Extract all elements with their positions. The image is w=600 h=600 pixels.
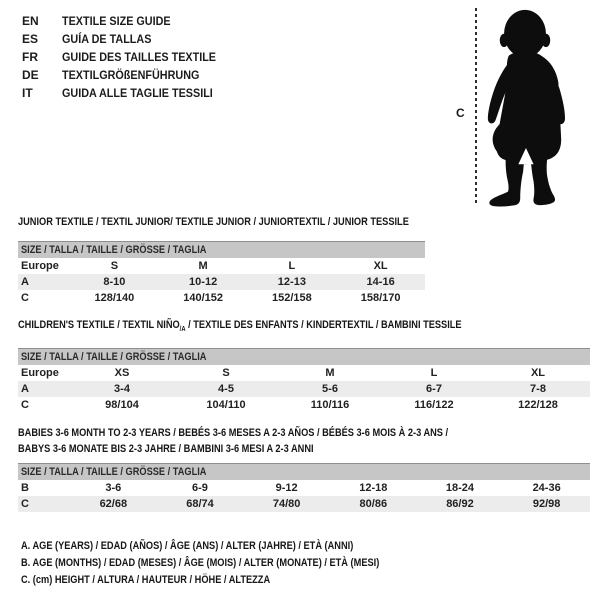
language-row bbox=[22, 30, 233, 48]
value-cell: 14-16 bbox=[336, 274, 425, 290]
table-row-region bbox=[18, 365, 590, 381]
language-title: GUIDE DES TAILLES TEXTILE bbox=[62, 50, 217, 64]
row-label: C bbox=[21, 292, 29, 304]
value-cell: 6-7 bbox=[382, 381, 486, 397]
note-age-months: B. AGE (MONTHS) / EDAD (MESES) / ÂGE (MOIS) / ALTER (MONATE) / ETÀ (MESI) bbox=[21, 557, 380, 569]
language-title: GUIDA ALLE TAGLIE TESSILI bbox=[62, 86, 213, 100]
value-cell: 152/158 bbox=[271, 292, 312, 304]
value-cell: 3-6 bbox=[105, 482, 122, 494]
table-row-c bbox=[18, 397, 590, 413]
value-cell: 12-18 bbox=[359, 482, 388, 494]
language-row bbox=[22, 12, 233, 30]
junior-size-table bbox=[18, 258, 425, 306]
value-cell: 3-4 bbox=[70, 381, 174, 397]
value-cell: 24-36 bbox=[532, 482, 561, 494]
section-junior-textile bbox=[18, 216, 425, 306]
value-cell: 68/74 bbox=[157, 496, 244, 512]
value-cell: 92/98 bbox=[503, 496, 590, 512]
section-children-textile bbox=[18, 319, 590, 413]
region-cell: Europe bbox=[21, 260, 59, 272]
language-code: ES bbox=[22, 32, 39, 46]
value-cell: 74/80 bbox=[243, 496, 330, 512]
section-title-junior: JUNIOR TEXTILE / TEXTIL JUNIOR/ TEXTILE JUNIOR / JUNIORTEXTIL / JUNIOR TESSILE bbox=[18, 216, 409, 228]
value-cell: 6-9 bbox=[192, 482, 208, 494]
language-code: DE bbox=[22, 68, 39, 82]
language-title: TEXTILGRÖßENFÜHRUNG bbox=[62, 68, 200, 82]
column-header: XS bbox=[114, 367, 130, 380]
size-header-bar: SIZE / TALLA / TAILLE / GRÖSSE / TAGLIA bbox=[18, 348, 590, 365]
value-cell: 86/92 bbox=[417, 496, 504, 512]
table-row-b bbox=[18, 480, 590, 496]
language-title: GUÍA DE TALLAS bbox=[62, 32, 152, 46]
value-cell: 18-24 bbox=[445, 482, 475, 494]
value-cell: 116/122 bbox=[414, 399, 454, 412]
column-header: XL bbox=[373, 260, 388, 272]
note-age-years: A. AGE (YEARS) / EDAD (AÑOS) / ÂGE (ANS) / ALTER (JAHRE) / ETÀ (ANNI) bbox=[21, 540, 354, 552]
value-cell: 8-10 bbox=[70, 274, 159, 290]
row-label: B bbox=[21, 482, 29, 494]
note-height-cm: C. (cm) HEIGHT / ALTURA / HAUTEUR / HÖHE / ALTEZZA bbox=[21, 574, 271, 586]
language-code: EN bbox=[22, 14, 39, 28]
language-title-list bbox=[22, 12, 233, 102]
value-cell: 122/128 bbox=[518, 399, 558, 412]
value-cell: 10-12 bbox=[159, 274, 248, 290]
language-row bbox=[22, 84, 233, 102]
value-cell: 5-6 bbox=[278, 381, 382, 397]
value-cell: 9-12 bbox=[275, 482, 298, 494]
row-label: A bbox=[18, 274, 70, 290]
row-label: A bbox=[18, 381, 70, 397]
size-header-bar: SIZE / TALLA / TAILLE / GRÖSSE / TAGLIA bbox=[18, 463, 590, 480]
region-cell: Europe bbox=[21, 367, 59, 380]
table-row-c bbox=[18, 290, 425, 306]
language-title: TEXTILE SIZE GUIDE bbox=[62, 14, 171, 28]
column-header: L bbox=[430, 367, 438, 380]
value-cell: 140/152 bbox=[183, 292, 223, 304]
column-header: L bbox=[288, 260, 296, 272]
value-cell: 12-13 bbox=[248, 274, 337, 290]
section-title-children: CHILDREN'S TEXTILE / TEXTIL $NIÑO_{/A}$ / TEXTILE DES ENFANTS / KINDERTEXTIL / BAMBINI TESSILE bbox=[18, 319, 462, 334]
value-cell: 128/140 bbox=[94, 292, 135, 304]
table-row-a bbox=[18, 274, 425, 290]
section-babies-textile bbox=[18, 425, 590, 512]
table-row-c bbox=[18, 496, 590, 512]
legend-notes bbox=[21, 538, 448, 589]
baby-silhouette-icon bbox=[482, 8, 568, 213]
section-title-babies: BABIES 3-6 MONTH TO 2-3 YEARS / BEBÉS 3-6 MESES A 2-3 AÑOS / BÉBÉS 3-6 MOIS À 2-3 ANS / BABYS 3-6 MONATE BIS 2-3 JAHRE / BAMBINI 3-6 MESI A 2-3 ANNI bbox=[18, 427, 449, 455]
language-row bbox=[22, 66, 233, 84]
subscript-a: /A bbox=[179, 326, 186, 334]
value-cell: 62/68 bbox=[70, 496, 157, 512]
value-cell: 80/86 bbox=[330, 496, 417, 512]
language-row bbox=[22, 48, 233, 66]
column-header: M bbox=[325, 367, 335, 380]
language-code: FR bbox=[22, 50, 38, 64]
size-header-bar: SIZE / TALLA / TAILLE / GRÖSSE / TAGLIA bbox=[18, 241, 425, 258]
babies-size-table bbox=[18, 480, 590, 512]
column-header: S bbox=[222, 367, 230, 380]
value-cell: 158/170 bbox=[360, 292, 401, 304]
value-cell: 7-8 bbox=[486, 381, 590, 397]
column-header: M bbox=[198, 260, 208, 272]
row-label: C bbox=[21, 399, 29, 412]
column-header: XL bbox=[530, 367, 546, 380]
children-size-table bbox=[18, 365, 590, 413]
table-row-a bbox=[18, 381, 590, 397]
row-label: C bbox=[18, 496, 70, 512]
language-code: IT bbox=[22, 86, 33, 100]
value-cell: 98/104 bbox=[105, 399, 139, 412]
value-cell: 4-5 bbox=[174, 381, 278, 397]
value-cell: 104/110 bbox=[206, 399, 246, 412]
table-row-region bbox=[18, 258, 425, 274]
height-measure-label: C bbox=[456, 106, 465, 120]
value-cell: 110/116 bbox=[310, 399, 350, 412]
height-dotted-line bbox=[475, 8, 477, 206]
column-header: S bbox=[110, 260, 119, 272]
